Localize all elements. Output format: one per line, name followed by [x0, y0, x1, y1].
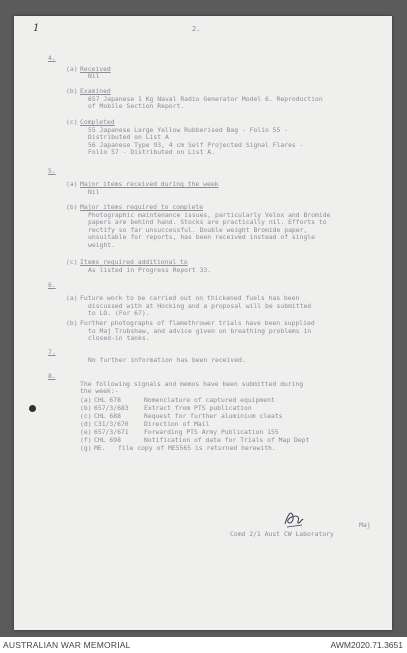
text-line: papers are behind hand. Stocks are practically nil. Efforts to	[88, 218, 327, 226]
section-heading-7: 7.	[48, 348, 56, 356]
item-5a: (a) Major items received during the week	[66, 180, 219, 188]
memo-b: (b) 657/3/683 Extract from PTS publication	[80, 404, 252, 412]
signature-title: Comd 2/1 Aust CW Laboratory	[230, 530, 334, 538]
memo-c: (c) CHL 688 Request for further aluminium cleats	[80, 412, 283, 420]
text-line: discussed with at Hocking and a proposal will be submitted	[88, 302, 312, 310]
item-6b: (b) Further photographs of flamethrower trials have been supplied	[66, 319, 315, 327]
section-heading-5: 5.	[48, 167, 56, 175]
text-line: Nil	[88, 188, 100, 196]
memo-f: (f) CHL 698 Notification of date for Trials of Map Dept	[80, 436, 310, 444]
corner-mark: 1	[33, 23, 40, 34]
punch-hole	[29, 405, 36, 412]
memo-e: (e) 657/3/671 Forwarding PTS Army Publication 155	[80, 428, 279, 436]
text-line: to Maj Trubshaw, and advice given on breathing problems in	[88, 327, 312, 335]
section-heading-4: 4.	[48, 54, 56, 62]
handwritten-signature	[282, 508, 306, 530]
text-line: closed-in tanks.	[88, 334, 150, 342]
text-line: the week:-	[80, 387, 119, 395]
text-line: 657 Japanese 1 Kg Naval Radio Generator Model 6. Reproduction	[88, 95, 323, 103]
text-line: No further information has been received.	[88, 356, 246, 364]
item-4c: (c) Completed	[66, 118, 115, 126]
section-heading-8: 8.	[48, 372, 56, 380]
text-line: As listed in Progress Report 33.	[88, 266, 212, 274]
section-heading-6: 6.	[48, 281, 56, 289]
text-line: unsuitable for reports, has been received instead of single	[88, 233, 316, 241]
page-number: 2.	[192, 25, 201, 33]
text-line: rectify so far unsuccessful. Double weight Bromide paper,	[88, 226, 308, 234]
text-line: The following signals and memos have been submitted during	[80, 380, 304, 388]
text-line: to LO. (For 67).	[88, 309, 150, 317]
archive-footer	[0, 637, 407, 653]
text-line: 56 Japanese Type 93, 4 cm Self Projected Signal Flares -	[88, 141, 304, 149]
item-4a: (a) Received	[66, 65, 111, 73]
signature-rank: Maj	[359, 521, 371, 529]
item-5c: (c) Items required additional to	[66, 258, 188, 266]
memo-a: (a) CHL 678 Nomenclature of captured equipment	[80, 396, 275, 404]
text-line: Photographic maintenance issues, particularly Velox and Bromide	[88, 211, 331, 219]
text-line: Folio 57 - Distributed on List A.	[88, 148, 215, 156]
text-line: Distributed on List A	[88, 133, 169, 141]
item-6a: (a) Future work to be carried out on thickened fuels has been	[66, 294, 300, 302]
text-line: Nil	[88, 72, 100, 80]
document-page	[14, 16, 392, 630]
archive-reference: AWM2020.71.3651	[330, 640, 403, 650]
text-line: of Mobile Section Report.	[88, 102, 185, 110]
archive-name: AUSTRALIAN WAR MEMORIAL	[3, 640, 131, 650]
item-5b: (b) Major items required to complete	[66, 203, 204, 211]
text-line: 55 Japanese Large Yellow Rubberised Bag - Folio 55 -	[88, 126, 289, 134]
item-4b: (b) Examined	[66, 87, 111, 95]
memo-g: (g) ME. file copy of ME5565 is returned herewith.	[80, 444, 276, 452]
memo-d: (d) C31/3/670 Direction of Mail	[80, 420, 210, 428]
text-line: weight.	[88, 241, 115, 249]
